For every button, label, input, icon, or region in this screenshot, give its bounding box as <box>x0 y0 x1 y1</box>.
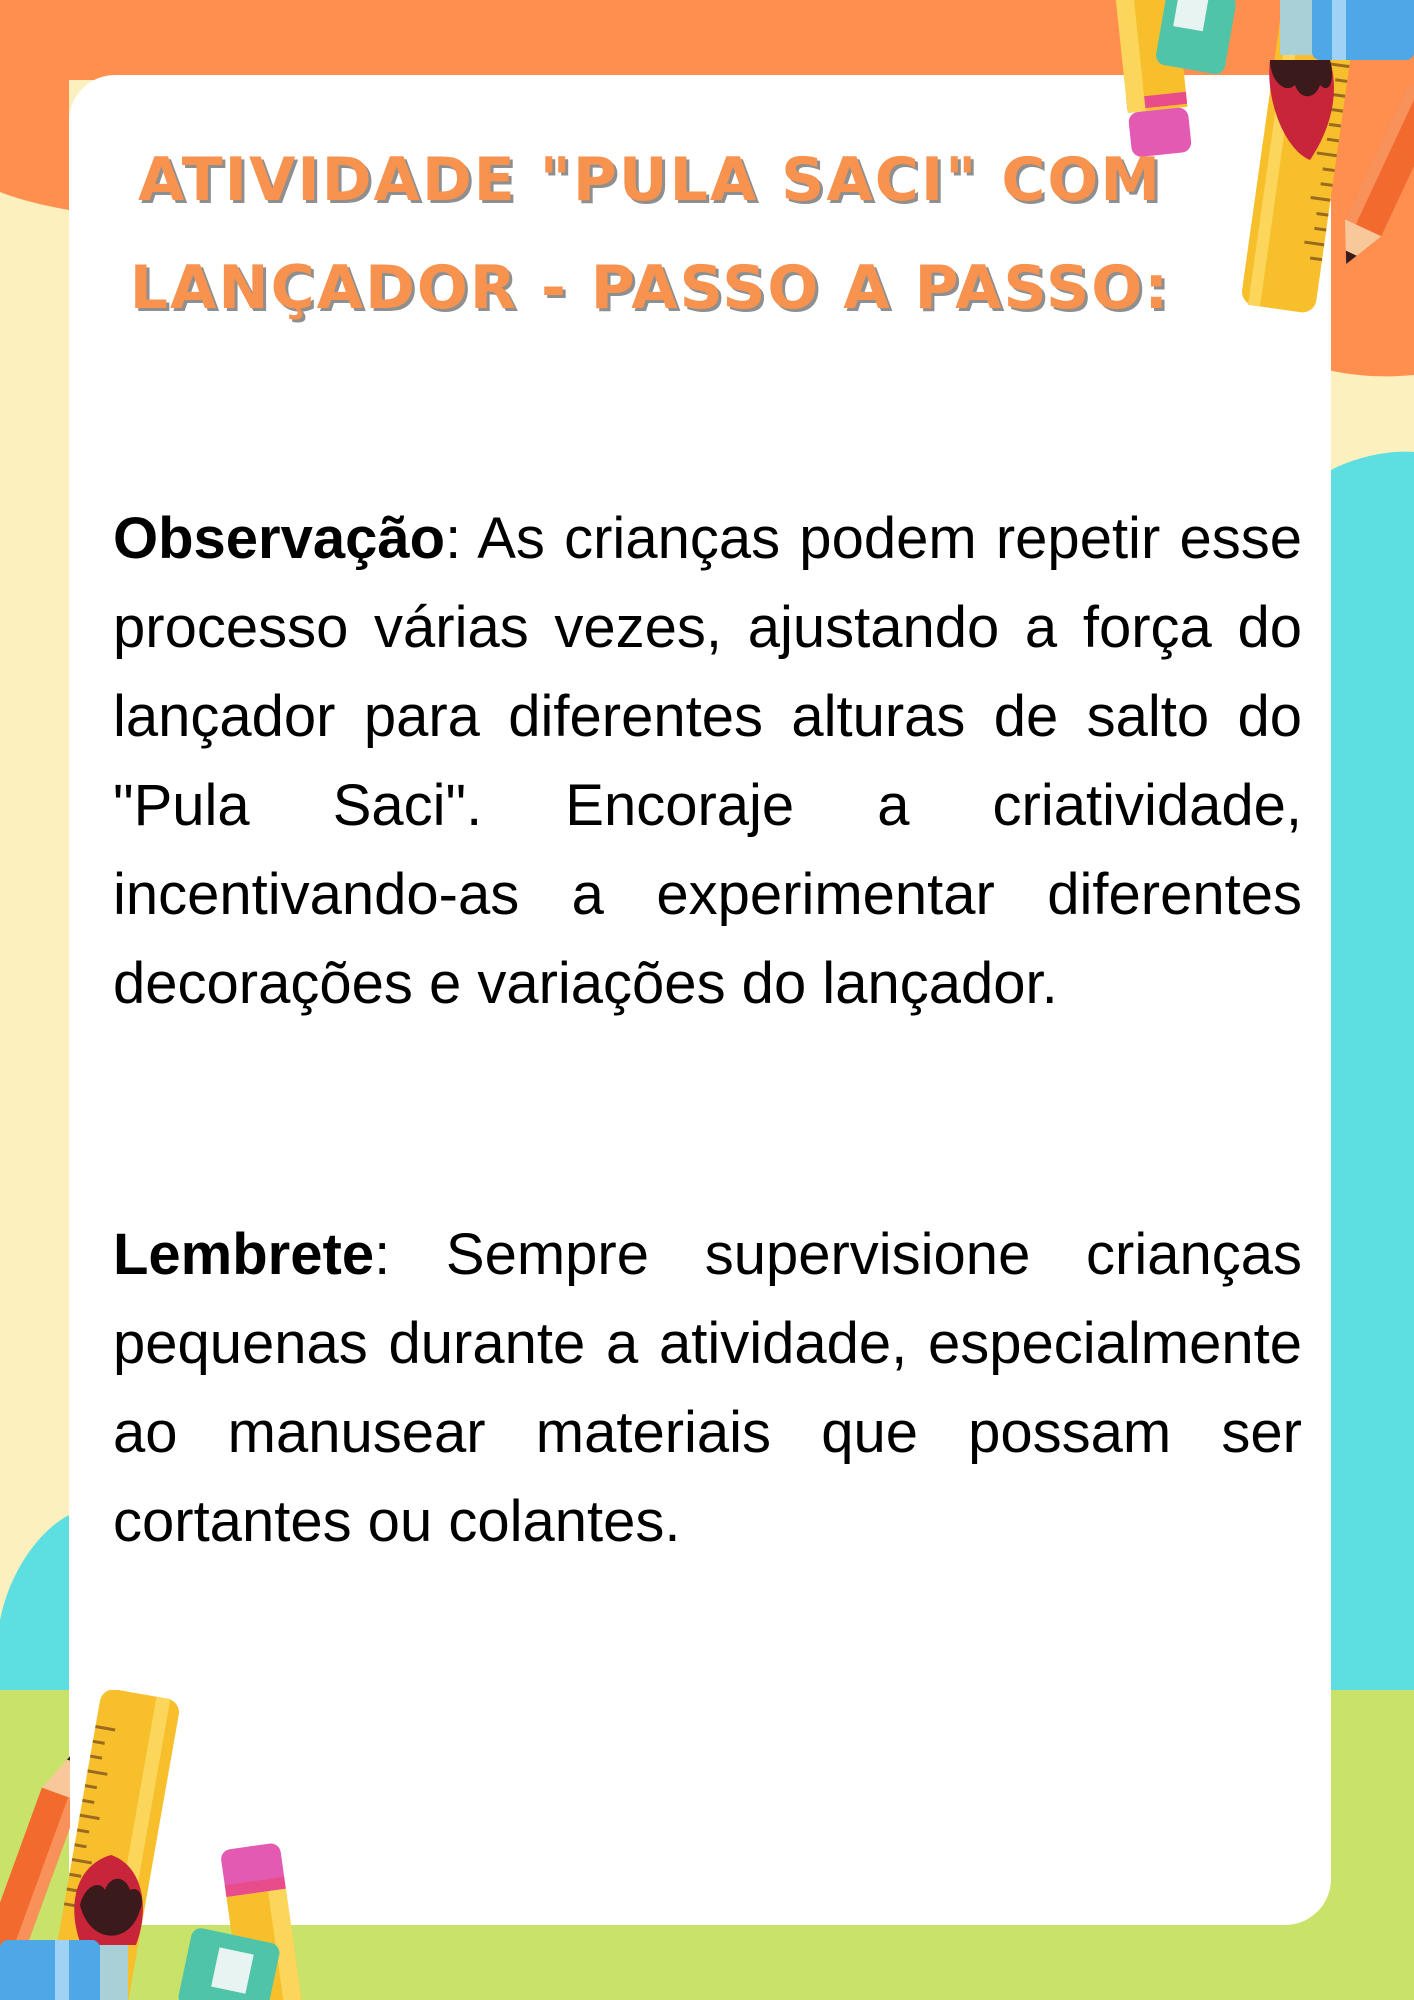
reminder-text: : Sempre supervisione crianças pequenas durante a atividade, especialmente ao manusear materiais que possam ser cortantes ou colantes. <box>113 1222 1302 1554</box>
eraser-icon <box>175 1925 285 2000</box>
observation-text: : As crianças podem repetir esse processo várias vezes, ajustando a força do lançador para diferentes alturas de salto do "Pula Saci". Encoraje a criatividade, incentivando-as a experimentar diferentes decorações e variações do lançador. <box>113 506 1302 1016</box>
observation-label: Observação <box>113 506 446 571</box>
page-title: ATIVIDADE "PULA SACI" COM LANÇADOR - PASSO A PASSO: <box>129 145 1171 323</box>
paintbrush-handle-icon <box>1312 0 1414 60</box>
observation-paragraph <box>113 494 1302 1028</box>
eraser-icon <box>1150 0 1240 80</box>
paintbrush-handle-icon <box>0 1940 100 2000</box>
reminder-paragraph <box>113 1210 1302 1566</box>
pencil-icon <box>1345 80 1414 270</box>
reminder-label: Lembrete <box>113 1222 375 1287</box>
